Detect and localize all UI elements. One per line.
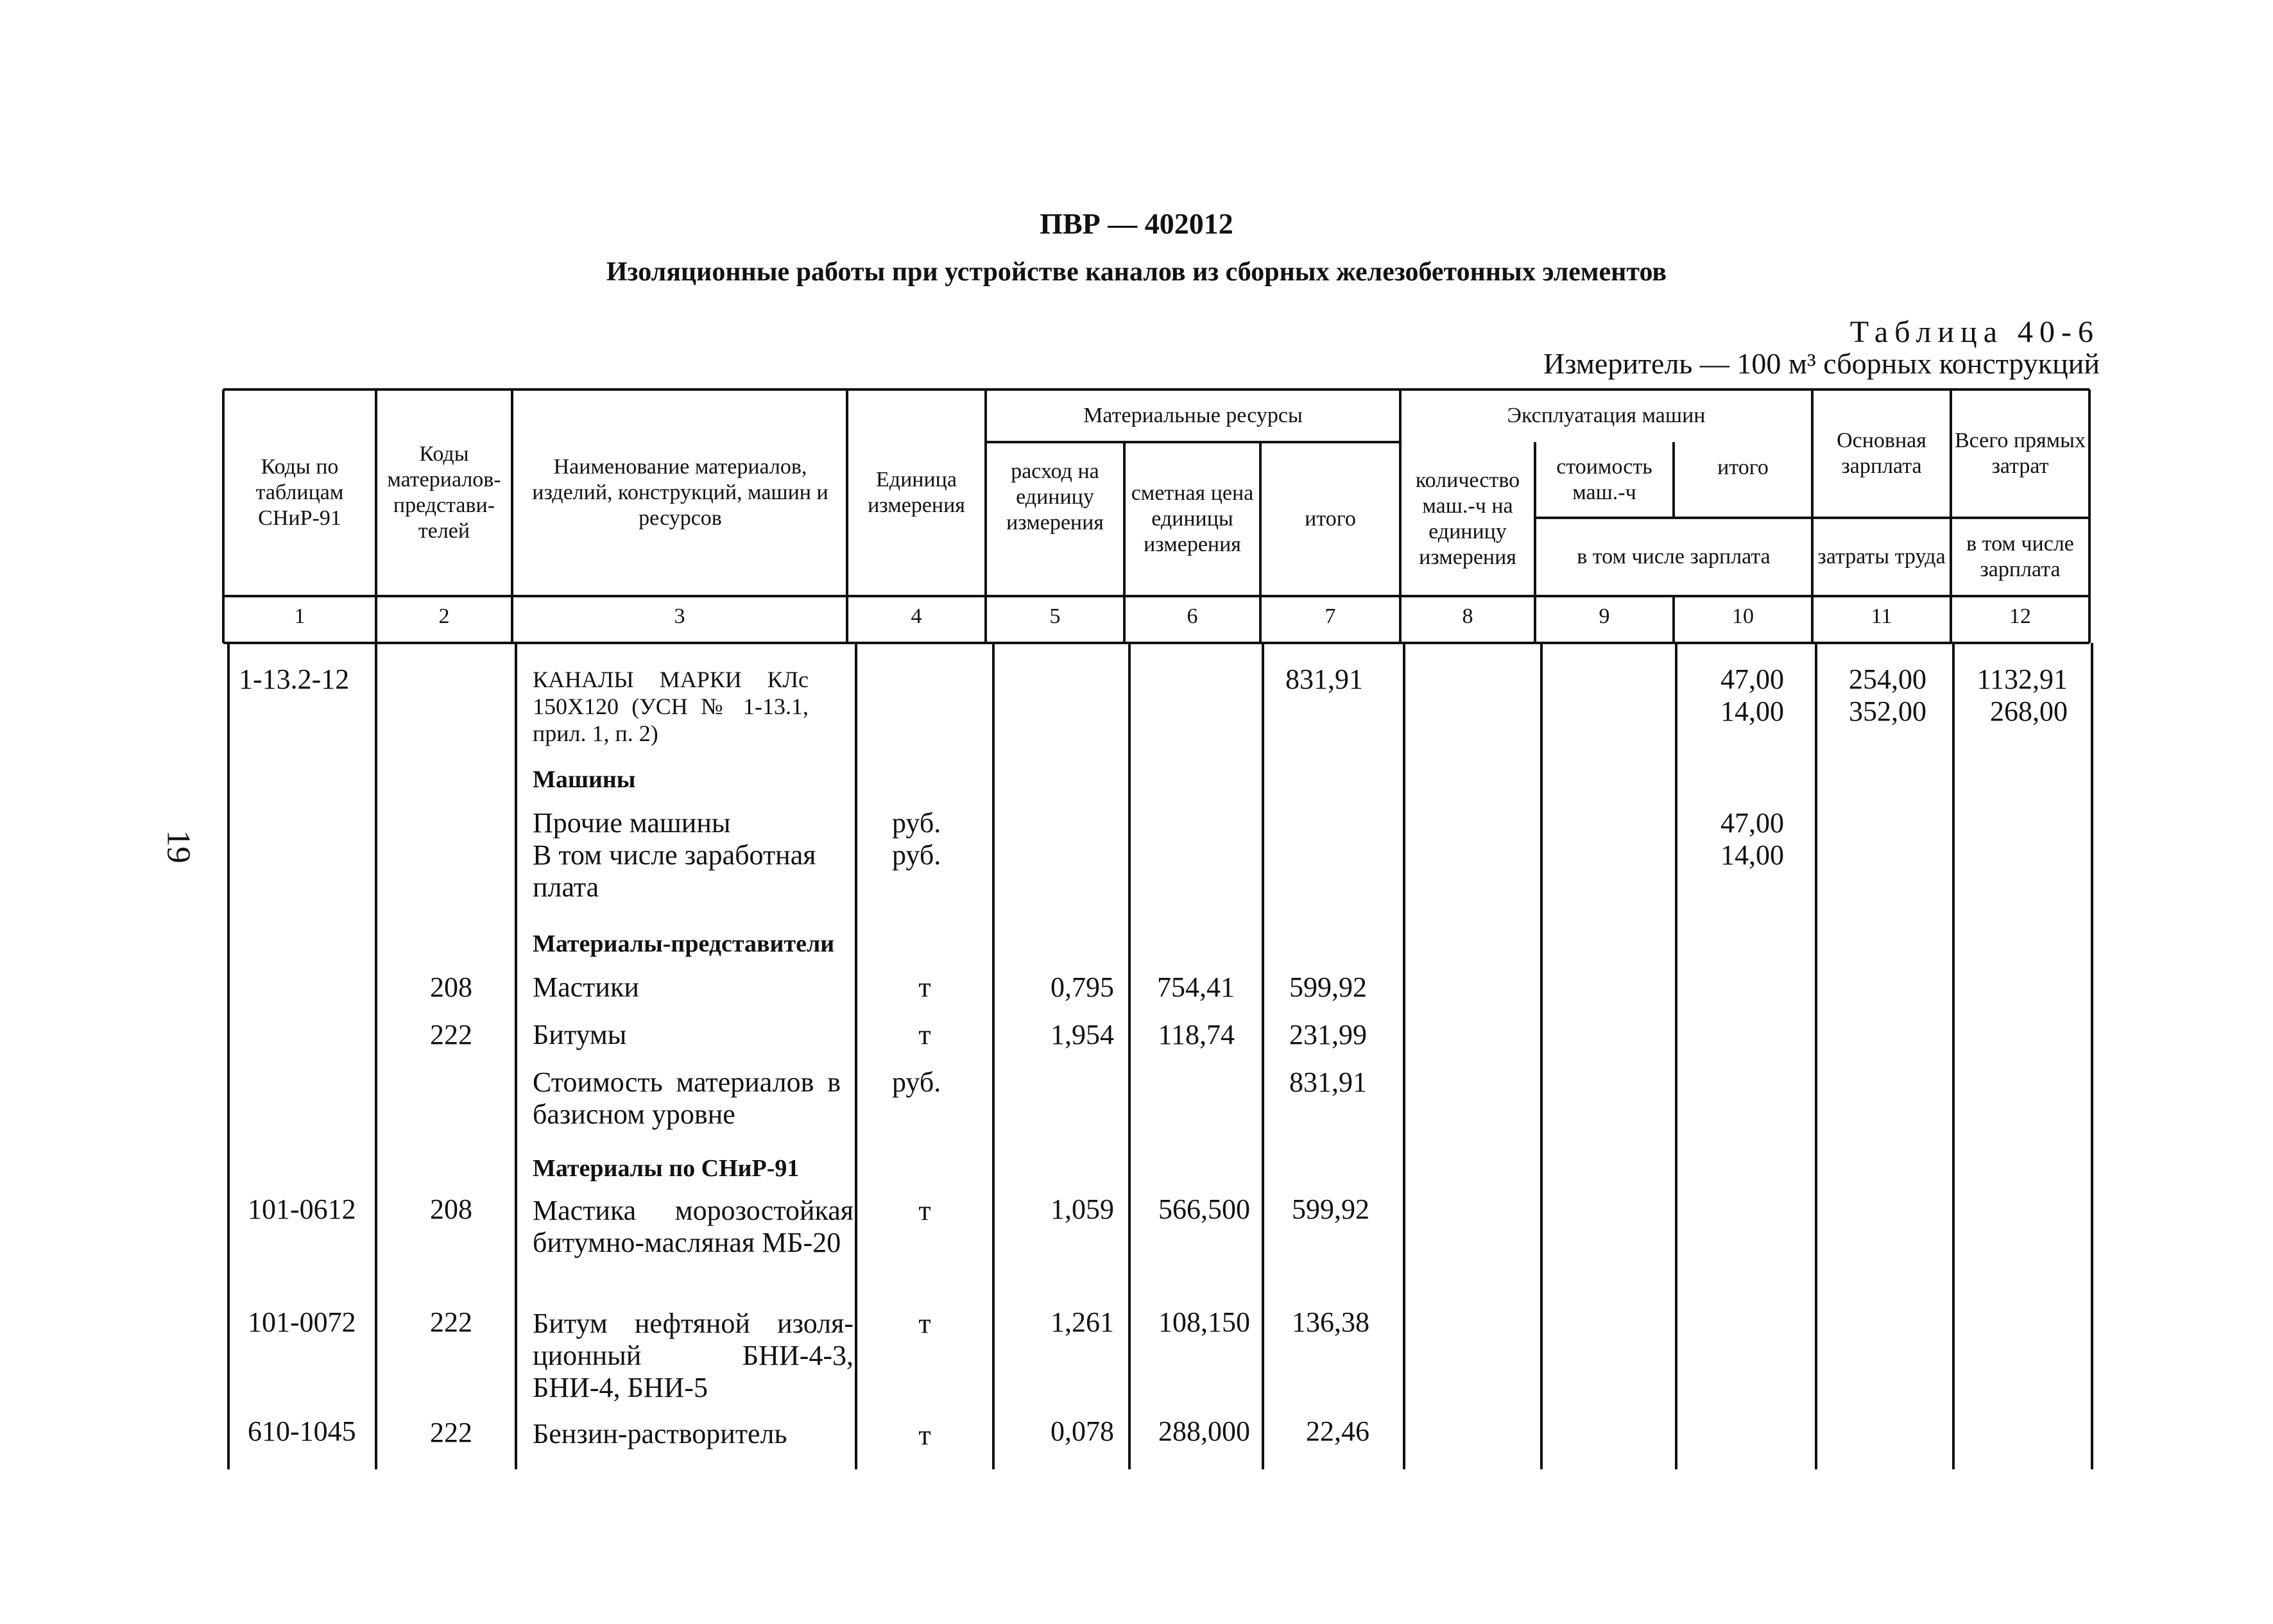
row-material-total: 136,38	[1292, 1306, 1369, 1338]
row-price: 118,74	[1158, 1019, 1235, 1050]
row-name: Мастика морозостойкая битумно-масляная МБ-20	[533, 1195, 853, 1258]
row-price: 108,150	[1158, 1306, 1250, 1338]
row-rep-code: 222	[430, 1019, 472, 1050]
row-consumption: 1,954	[1051, 1019, 1114, 1050]
header-labor-cost: затраты труда	[1817, 545, 1946, 568]
row-consumption: 1,261	[1051, 1306, 1114, 1338]
document-title: Изоляционные работы при устройстве каналов из сборных железобетонных элементов	[606, 257, 1667, 287]
row-unit: руб.	[892, 839, 941, 871]
row-material-total: 231,99	[1289, 1019, 1367, 1050]
table-label: Таблица 40-6	[1849, 315, 2100, 349]
header-consumption-per-unit: расход на единицу измерения	[1006, 459, 1104, 534]
row-machine-total: 47,00	[1720, 663, 1784, 695]
section-heading: Материалы-представители	[533, 930, 835, 957]
column-number: 10	[1732, 604, 1754, 628]
header-machine-operation: Эксплуатация машин	[1507, 404, 1706, 427]
header-codes-representatives: Коды материалов-представи-телей	[387, 442, 501, 543]
row-consumption: 1,059	[1051, 1193, 1114, 1225]
column-number: 2	[438, 604, 450, 628]
row-code: 610-1045	[248, 1415, 356, 1447]
row-rep-code: 208	[430, 1193, 472, 1225]
row-name: КАНАЛЫ МАРКИ КЛс 150Х120 (УСН № 1-13.1, прил. 1, п. 2)	[533, 667, 809, 746]
row-price: 566,500	[1158, 1193, 1250, 1225]
header-direct-wage: в том числе зарплата	[1966, 532, 2074, 581]
row-consumption: 0,795	[1051, 971, 1114, 1003]
row-direct-wage: 268,00	[1990, 696, 2068, 727]
row-machine-total: 47,00	[1720, 807, 1784, 839]
header-machine-hours: количество маш.-ч на единицу измерения	[1415, 468, 1520, 569]
row-code: 101-0072	[248, 1306, 356, 1338]
row-name: Битум нефтяной изоля-ционный БНИ-4-3, БНИ-4, БНИ-5	[533, 1308, 853, 1403]
column-number: 6	[1187, 604, 1198, 628]
row-rep-code: 222	[430, 1417, 472, 1448]
row-consumption: 0,078	[1051, 1415, 1114, 1447]
row-unit: т	[918, 1308, 931, 1339]
row-name: Бензин-растворитель	[533, 1418, 787, 1449]
row-material-total: 599,92	[1289, 971, 1367, 1003]
column-number: 12	[2009, 604, 2031, 628]
section-heading: Материалы по СНиР-91	[533, 1155, 800, 1182]
column-number: 1	[294, 604, 305, 628]
row-code: 101-0612	[248, 1193, 356, 1225]
header-codes-snir: Коды по таблицам СНиР-91	[255, 455, 344, 530]
header-machine-wage: в том числе зарплата	[1577, 545, 1771, 568]
row-material-total: 599,92	[1292, 1193, 1369, 1225]
row-labor-cost: 352,00	[1849, 696, 1926, 727]
row-machine-wage: 14,00	[1720, 696, 1784, 727]
row-unit: руб.	[892, 807, 941, 839]
row-direct-costs: 1132,91	[1977, 663, 2068, 695]
row-rep-code: 222	[430, 1306, 472, 1338]
row-base-wage: 254,00	[1849, 663, 1926, 695]
document-code: ПВР — 402012	[1040, 207, 1233, 240]
header-material-name: Наименование материалов, изделий, конструкций, машин и ресурсов	[532, 455, 828, 530]
row-unit: т	[918, 1195, 931, 1226]
measure-unit: Измеритель — 100 м³ сборных конструкций	[1543, 347, 2100, 380]
section-heading: Машины	[533, 766, 636, 793]
column-number: 8	[1462, 604, 1473, 628]
column-number: 9	[1599, 604, 1610, 628]
row-unit: т	[918, 1419, 931, 1451]
column-number: 3	[674, 604, 685, 628]
row-unit: т	[918, 971, 931, 1003]
row-name: Битумы	[533, 1019, 627, 1050]
header-machine-total: итого	[1717, 456, 1769, 479]
row-rep-code: 208	[430, 971, 472, 1003]
row-material-total: 831,91	[1289, 1066, 1367, 1098]
column-number: 5	[1049, 604, 1061, 628]
row-price: 288,000	[1158, 1415, 1250, 1447]
header-machine-hour-cost: стоимость маш.-ч	[1556, 455, 1652, 504]
row-material-total: 831,91	[1285, 663, 1363, 695]
row-price: 754,41	[1157, 971, 1235, 1003]
row-name: Стоимость материалов в базисном уровне	[533, 1066, 841, 1130]
row-unit: руб.	[892, 1066, 941, 1098]
page-number: 19	[160, 830, 197, 864]
row-code: 1-13.2-12	[239, 663, 350, 695]
header-base-wage: Основная зарплата	[1837, 429, 1926, 478]
header-material-resources: Материальные ресурсы	[1083, 404, 1303, 427]
header-estimated-price: сметная цена единицы измерения	[1131, 481, 1254, 556]
header-material-total: итого	[1305, 507, 1356, 531]
column-number: 7	[1325, 604, 1336, 628]
row-name: В том числе заработная плата	[533, 839, 816, 903]
row-name: Прочие машины	[533, 807, 731, 839]
column-number: 4	[911, 604, 922, 628]
row-name: Мастики	[533, 971, 639, 1003]
header-unit: Единица измерения	[868, 468, 965, 517]
column-number: 11	[1871, 604, 1892, 628]
row-machine-wage: 14,00	[1720, 839, 1784, 871]
header-direct-costs: Всего прямых затрат	[1954, 429, 2086, 478]
row-material-total: 22,46	[1306, 1415, 1369, 1447]
row-unit: т	[918, 1019, 931, 1050]
